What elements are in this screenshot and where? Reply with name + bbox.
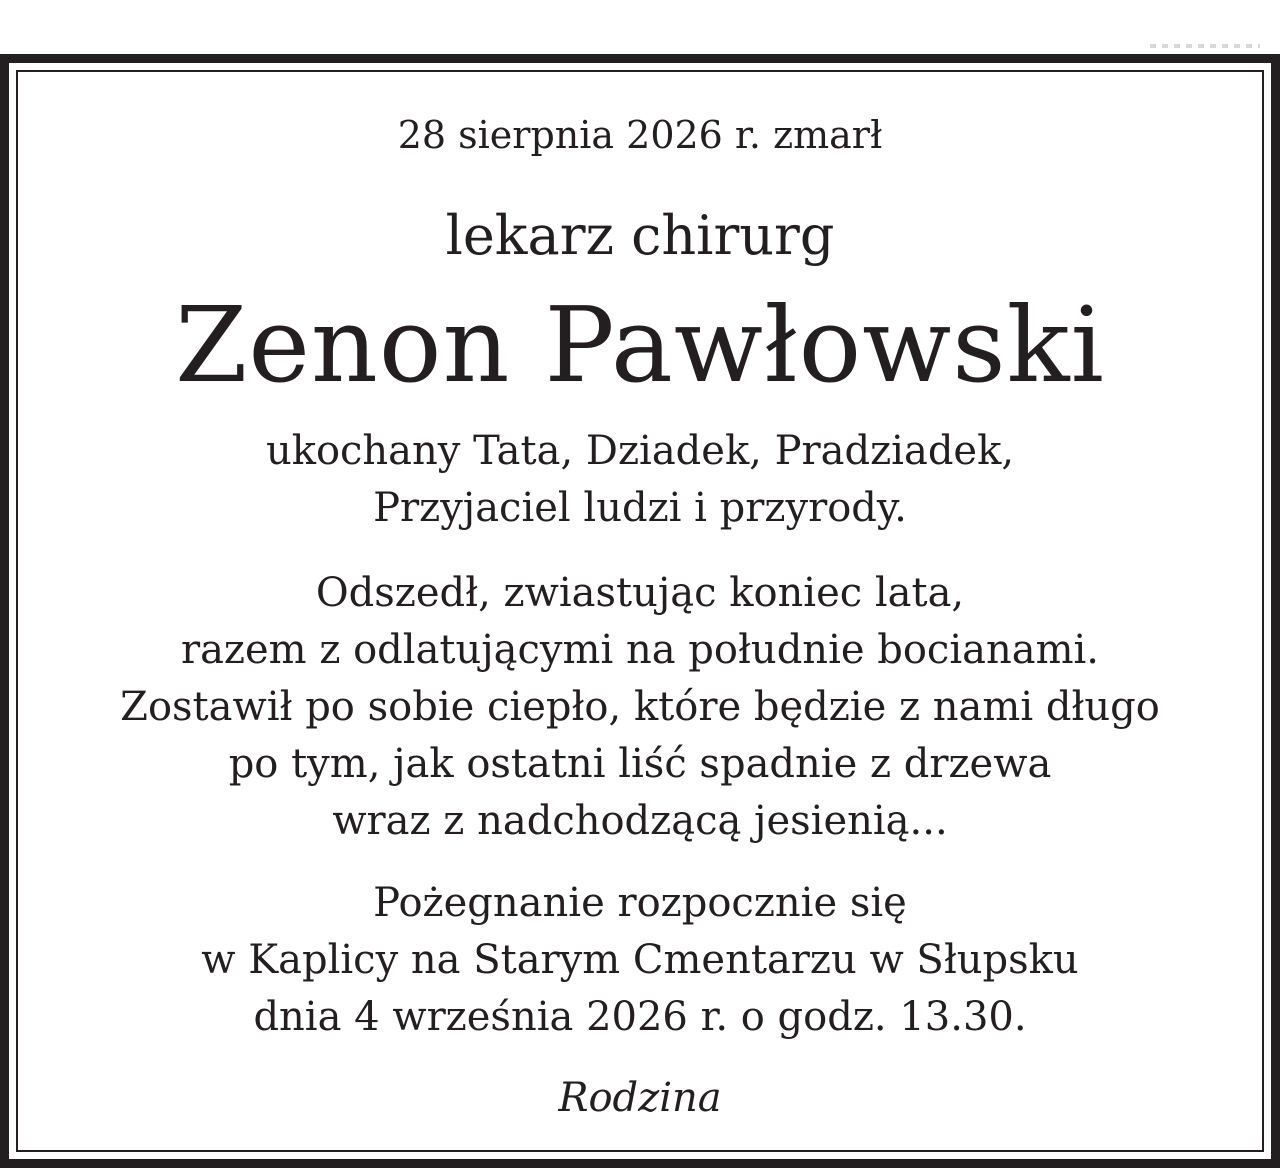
signature: Rodzina xyxy=(558,1075,722,1121)
death-date-line: 28 sierpnia 2026 r. zmarł xyxy=(397,113,883,157)
profession-title: lekarz chirurg xyxy=(445,204,835,267)
funeral-info-line: Pożegnanie rozpocznie się xyxy=(373,880,907,926)
tribute-line: Zostawił po sobie ciepło, które będzie z nami długo xyxy=(120,684,1160,730)
family-roles-line: Przyjaciel ludzi i przyrody. xyxy=(373,485,907,531)
tribute-line: po tym, jak ostatni liść spadnie z drzewa xyxy=(228,741,1052,787)
tribute-line: razem z odlatującymi na południe bocianami. xyxy=(180,627,1100,673)
deceased-name: Zenon Pawłowski xyxy=(175,284,1105,406)
family-roles-line: ukochany Tata, Dziadek, Pradziadek, xyxy=(265,428,1015,474)
funeral-info-line: dnia 4 września 2026 r. o godz. 13.30. xyxy=(253,994,1027,1040)
faint-header-mark xyxy=(1150,44,1260,48)
tribute-line: Odszedł, zwiastując koniec lata, xyxy=(315,570,965,616)
funeral-info-line: w Kaplicy na Starym Cmentarzu w Słupsku xyxy=(201,937,1079,983)
tribute-line: wraz z nadchodzącą jesienią... xyxy=(332,798,948,844)
obituary-outer-border xyxy=(0,54,1280,1168)
